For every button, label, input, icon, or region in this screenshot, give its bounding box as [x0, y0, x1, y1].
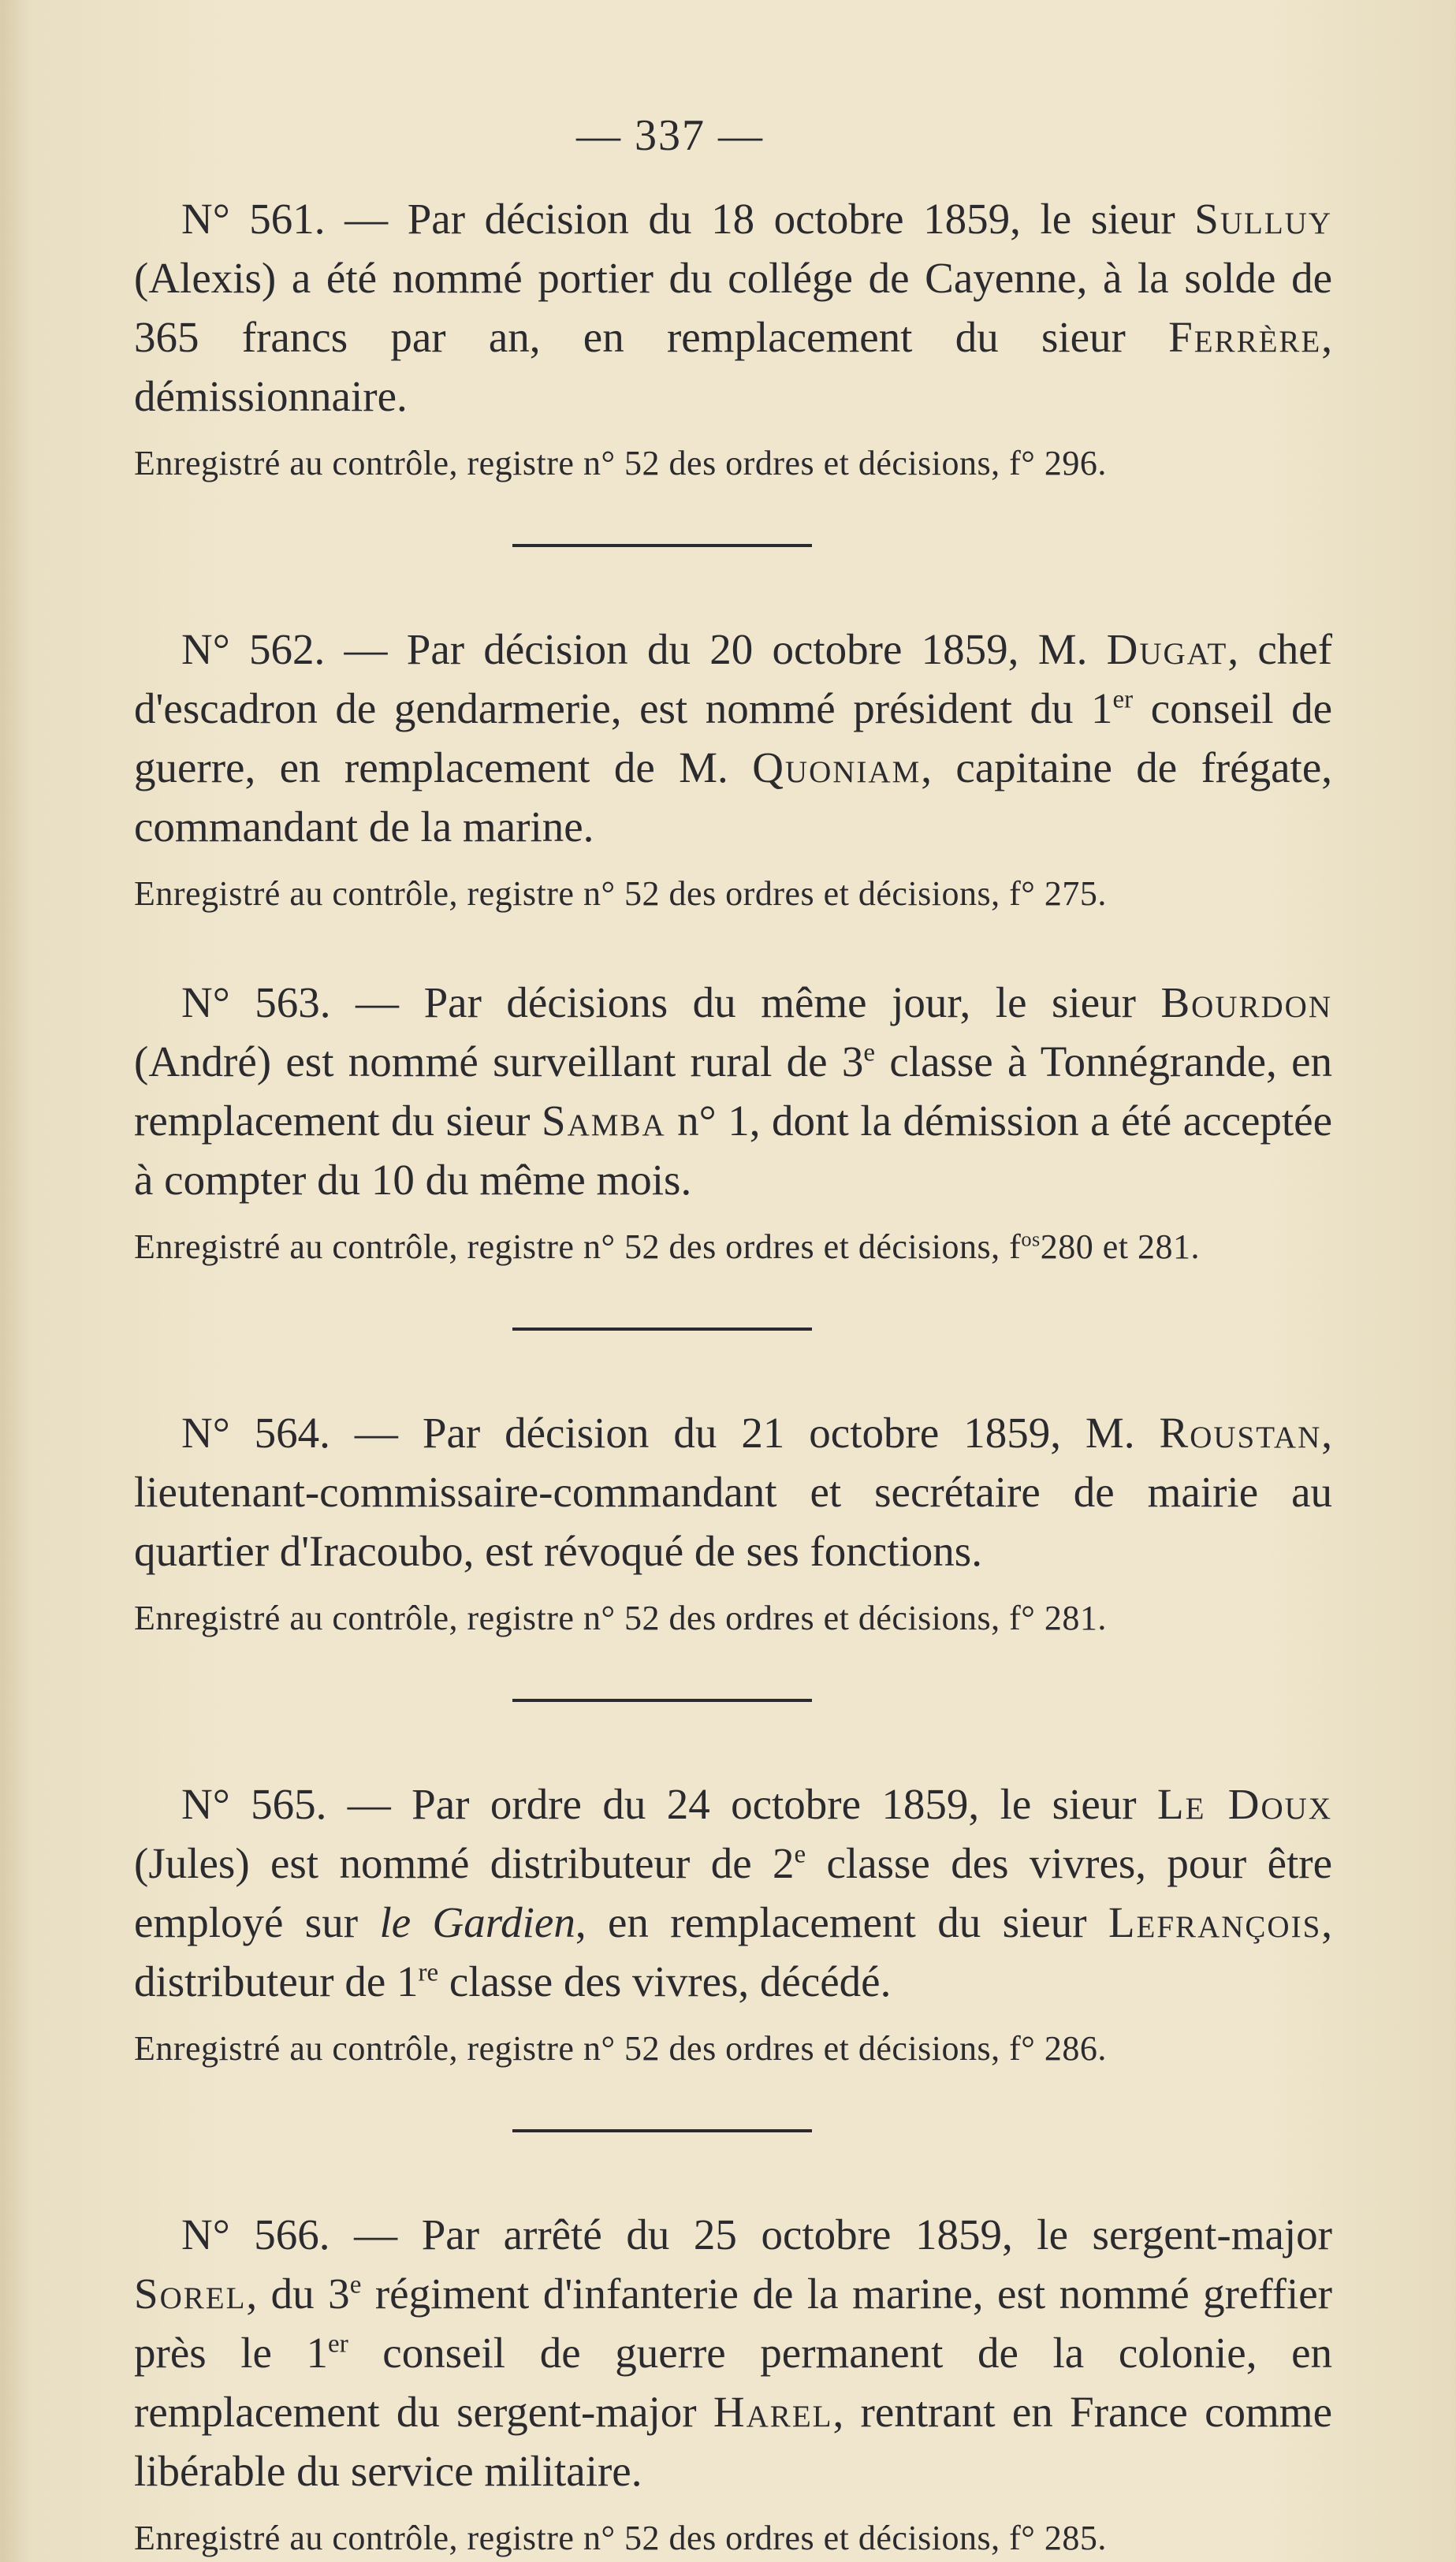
entry-number: N° 564. [181, 1409, 330, 1457]
registration-note: Enregistré au contrôle, registre n° 52 des ordres et décisions, $f^{os}280$ et 281. [134, 1227, 1201, 1266]
entry-number: N° 563. [181, 978, 331, 1026]
registration-note: Enregistré au contrôle, registre n° 52 des ordres et décisions, f° 275. [134, 874, 1107, 913]
registration-note: Enregistré au contrôle, registre n° 52 des ordres et décisions, f° 285. [134, 2519, 1107, 2557]
entry-number: N° 566. [181, 2210, 330, 2259]
person-name: Sorel [134, 2270, 247, 2318]
entry-563 [134, 973, 1332, 1271]
person-name: Le Doux [1156, 1780, 1332, 1828]
person-name: Dugat [1106, 625, 1228, 673]
entry-number: N° 561. [181, 195, 326, 243]
section-divider [512, 2129, 812, 2132]
section-divider [512, 1699, 812, 1702]
entry-564 [134, 1403, 1332, 1642]
section-divider [512, 1328, 812, 1331]
registration-note: Enregistré au contrôle, registre n° 52 des ordres et décisions, f° 296. [134, 444, 1107, 482]
entry-number: N° 565. [181, 1780, 327, 1828]
entry-text: N° 562. — Par décision du 20 octobre 1859, M. Dugat, chef d'escadron de gendarmerie, est nommé président du 1er conseil de guerre, en remplacement de M. Quoniam, capitaine de frégate, commandant de la marine. [134, 625, 1333, 851]
entry-number: N° 562. [181, 625, 326, 673]
entry-562 [134, 620, 1332, 918]
person-name: Roustan [1159, 1409, 1322, 1457]
person-name: Quoniam [752, 743, 922, 791]
entry-text: N° 564. — Par décision du 21 octobre 1859, M. Roustan, lieutenant-commissaire-commandant et secrétaire de mairie au quartier d'Iracoubo, est révoqué de ses fonctions. [134, 1409, 1332, 1575]
person-name: Lefrançois [1108, 1898, 1322, 1946]
page-number: — 337 — [576, 111, 764, 160]
section-divider [512, 544, 812, 547]
person-name: Sulluy [1194, 195, 1332, 243]
person-name: Harel [713, 2388, 833, 2436]
person-name: Bourdon [1160, 978, 1332, 1026]
entry-566 [134, 2205, 1332, 2562]
entry-text: N° 566. — Par arrêté du 25 octobre 1859, le sergent-major Sorel, du 3e régiment d'infanterie de la marine, est nommé greffier près le 1er conseil de guerre permanent de la colonie, en remplacement du sergent-major Harel, rentrant en France comme libérable du service militaire. [134, 2210, 1332, 2495]
registration-note: Enregistré au contrôle, registre n° 52 des ordres et décisions, f° 286. [134, 2029, 1107, 2068]
ship-name: le Gardien [379, 1898, 575, 1946]
entry-561 [134, 189, 1332, 487]
person-name: Samba [542, 1097, 666, 1145]
entry-text: N° 563. — Par décisions du même jour, le sieur Bourdon (André) est nommé surveillant rural de 3e classe à Tonnégrande, en remplacement du sieur Samba n° 1, dont la démission a été acceptée à compter du 10 du même mois. [134, 978, 1333, 1204]
document-page [134, 110, 1332, 2562]
entry-565 [134, 1774, 1332, 2072]
entry-text: N° 565. — Par ordre du 24 octobre 1859, le sieur Le Doux (Jules) est nommé distributeur de 2e classe des vivres, pour être employé sur le Gardien, en remplacement du sieur Lefrançois, distributeur de 1re classe des vivres, décédé. [134, 1780, 1333, 2005]
spacer [134, 918, 1332, 973]
entry-text: N° 561. — Par décision du 18 octobre 1859, le sieur Sulluy (Alexis) a été nommé portier du collége de Cayenne, à la solde de 365 francs par an, en remplacement du sieur Ferrère, démissionnaire. [134, 195, 1332, 420]
registration-note: Enregistré au contrôle, registre n° 52 des ordres et décisions, f° 281. [134, 1599, 1107, 1637]
person-name: Ferrère [1168, 313, 1322, 361]
